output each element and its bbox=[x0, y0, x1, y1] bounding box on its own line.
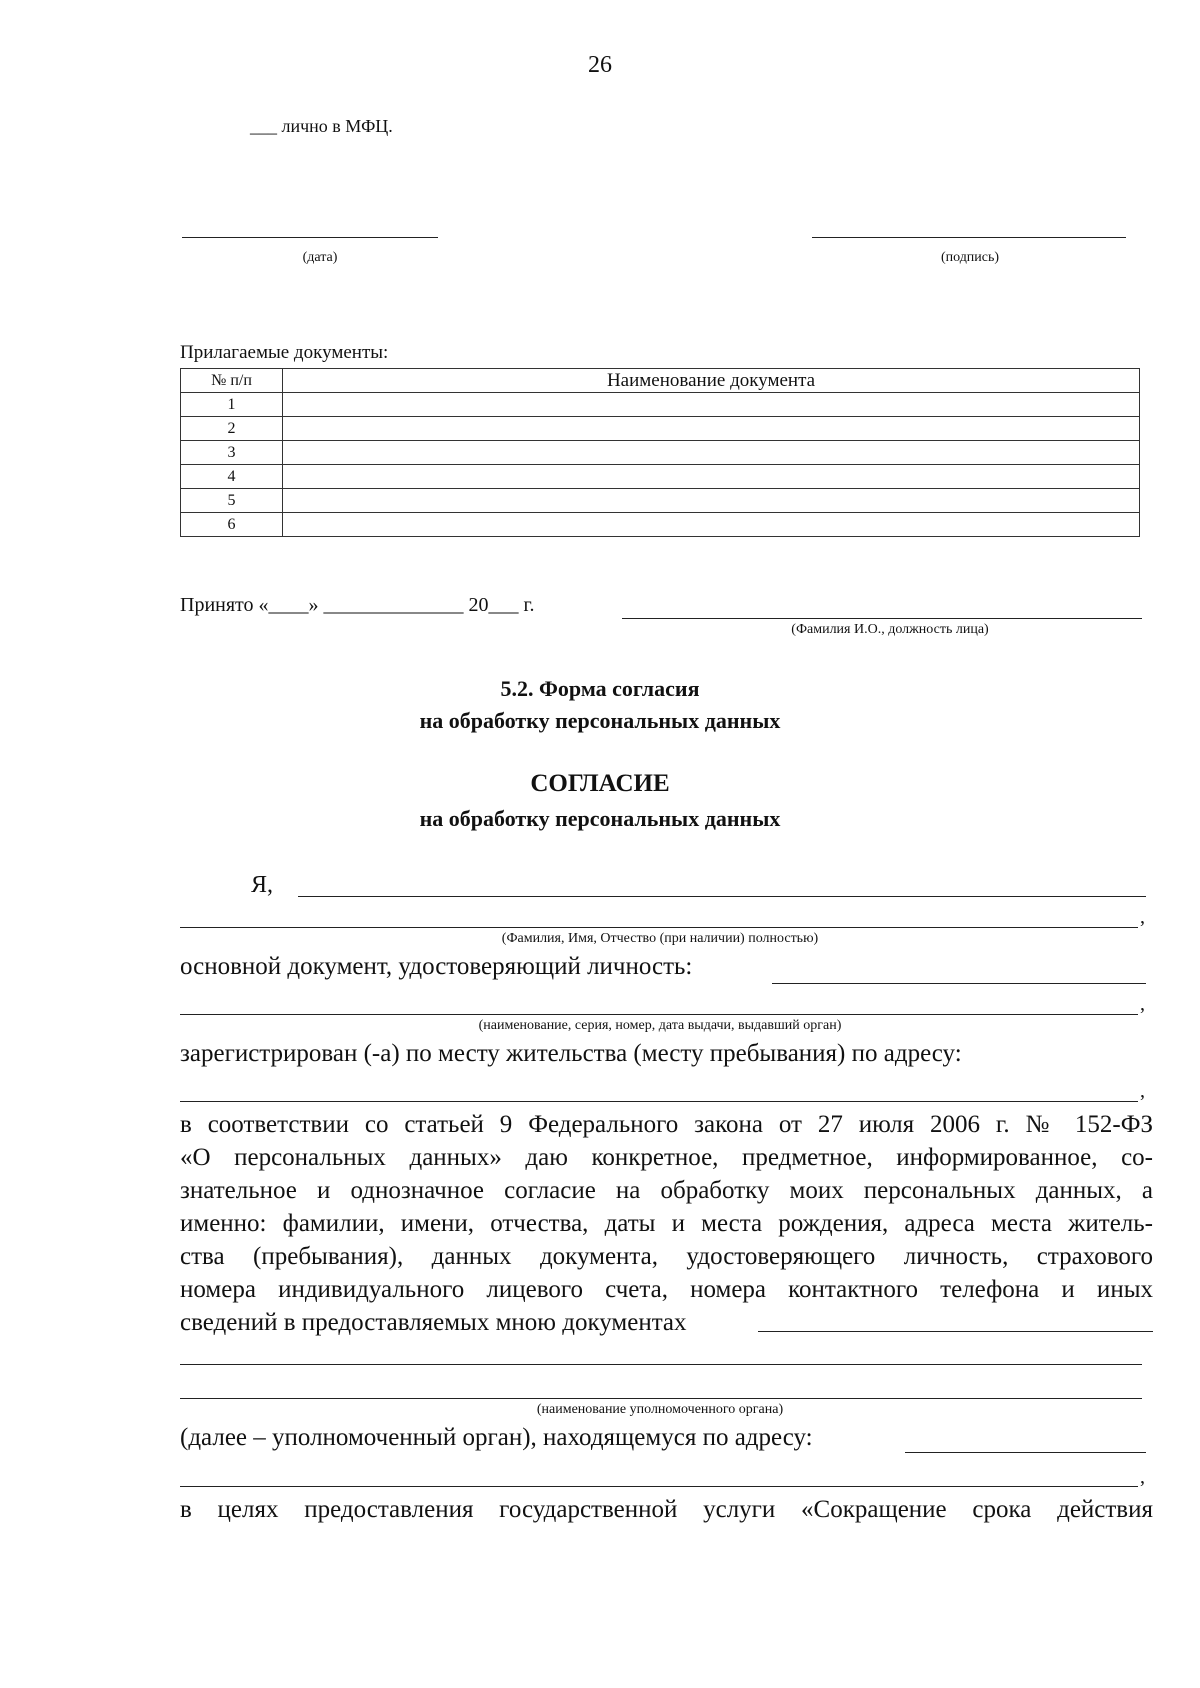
accepted-prefix: Принято «____» ______________ 20___ г. bbox=[180, 594, 535, 616]
date-caption: (дата) bbox=[302, 250, 338, 265]
paragraph-line: «О персональных данных» даю конкретное, предметное, информированное, со- bbox=[180, 1144, 1153, 1171]
paragraph-line: сведений в предоставляемых мною документах bbox=[180, 1309, 687, 1336]
accepted-officer-line[interactable] bbox=[622, 618, 1142, 619]
consent-paragraph bbox=[180, 1108, 1153, 1339]
table-row bbox=[181, 465, 1140, 489]
paragraph-line: ства (пребывания), данных документа, удостоверяющего личность, страхового bbox=[180, 1243, 1153, 1270]
registered-label: зарегистрирован (-а) по месту жительства (месту пребывания) по адресу: bbox=[180, 1040, 962, 1067]
fio-line-1[interactable] bbox=[298, 896, 1146, 897]
fio-line-2[interactable] bbox=[180, 927, 1138, 928]
paragraph-line: знательное и однозначное согласие на обработку моих персональных данных, а bbox=[180, 1177, 1153, 1204]
id-document-line-2[interactable] bbox=[180, 1014, 1138, 1015]
section-title-line2: на обработку персональных данных bbox=[419, 708, 781, 733]
date-line bbox=[182, 237, 438, 238]
authority-line-1[interactable] bbox=[180, 1364, 1142, 1365]
row-number: 3 bbox=[181, 441, 283, 465]
attached-documents-title: Прилагаемые документы: bbox=[180, 342, 389, 363]
row-number: 2 bbox=[181, 417, 283, 441]
row-number: 6 bbox=[181, 513, 283, 537]
i-label: Я, bbox=[251, 872, 274, 898]
id-document-caption: (наименование, серия, номер, дата выдачи, выдавший орган) bbox=[478, 1018, 842, 1033]
column-header-name: Наименование документа bbox=[283, 369, 1140, 393]
paragraph-line: именно: фамилии, имени, отчества, даты и места рождения, адреса места житель- bbox=[180, 1210, 1153, 1237]
table-row bbox=[181, 489, 1140, 513]
accepted-caption: (Фамилия И.О., должность лица) bbox=[791, 622, 989, 637]
row-number: 4 bbox=[181, 465, 283, 489]
authority-address-line-2[interactable] bbox=[180, 1486, 1138, 1487]
purpose-line: в целях предоставления государственной услуги «Сокращение срока действия bbox=[180, 1496, 1153, 1523]
row-document-name[interactable] bbox=[283, 441, 1140, 465]
id-document-comma: , bbox=[1140, 993, 1145, 1015]
authority-address-label: (далее – уполномоченный орган), находящемуся по адресу: bbox=[180, 1424, 813, 1451]
table-row bbox=[181, 393, 1140, 417]
authority-line-2[interactable] bbox=[180, 1398, 1142, 1399]
row-number: 1 bbox=[181, 393, 283, 417]
column-header-number: № п/п bbox=[181, 369, 283, 393]
id-document-line-1[interactable] bbox=[772, 983, 1146, 984]
row-number: 5 bbox=[181, 489, 283, 513]
signature-caption: (подпись) bbox=[940, 250, 1000, 265]
attached-documents-table bbox=[180, 368, 1140, 537]
authority-address-comma: , bbox=[1140, 1466, 1145, 1488]
documents-line-1[interactable] bbox=[758, 1331, 1153, 1332]
signature-line bbox=[812, 237, 1126, 238]
row-document-name[interactable] bbox=[283, 417, 1140, 441]
authority-caption: (наименование уполномоченного органа) bbox=[536, 1402, 784, 1417]
consent-subtitle: на обработку персональных данных bbox=[419, 806, 781, 831]
consent-title: СОГЛАСИЕ bbox=[530, 770, 670, 797]
paragraph-line: номера индивидуального лицевого счета, номера контактного телефона и иных bbox=[180, 1276, 1153, 1303]
paragraph-line: в соответствии со статьей 9 Федерального закона от 27 июля 2006 г. № 152-ФЗ bbox=[180, 1111, 1153, 1138]
page-number: 26 bbox=[588, 52, 612, 78]
registered-address-line[interactable] bbox=[180, 1101, 1138, 1102]
table-row bbox=[181, 417, 1140, 441]
registered-comma: , bbox=[1140, 1080, 1145, 1102]
row-document-name[interactable] bbox=[283, 465, 1140, 489]
authority-address-line-1[interactable] bbox=[905, 1452, 1146, 1453]
table-row bbox=[181, 441, 1140, 465]
id-document-label: основной документ, удостоверяющий личность: bbox=[180, 953, 693, 980]
fio-caption: (Фамилия, Имя, Отчество (при наличии) полностью) bbox=[501, 931, 819, 946]
table-row bbox=[181, 513, 1140, 537]
row-document-name[interactable] bbox=[283, 489, 1140, 513]
fio-comma: , bbox=[1140, 906, 1145, 928]
row-document-name[interactable] bbox=[283, 393, 1140, 417]
table-header-row bbox=[181, 369, 1140, 393]
delivery-option: ___ лично в МФЦ. bbox=[250, 116, 393, 136]
section-title-line1: 5.2. Форма согласия bbox=[500, 676, 700, 701]
row-document-name[interactable] bbox=[283, 513, 1140, 537]
